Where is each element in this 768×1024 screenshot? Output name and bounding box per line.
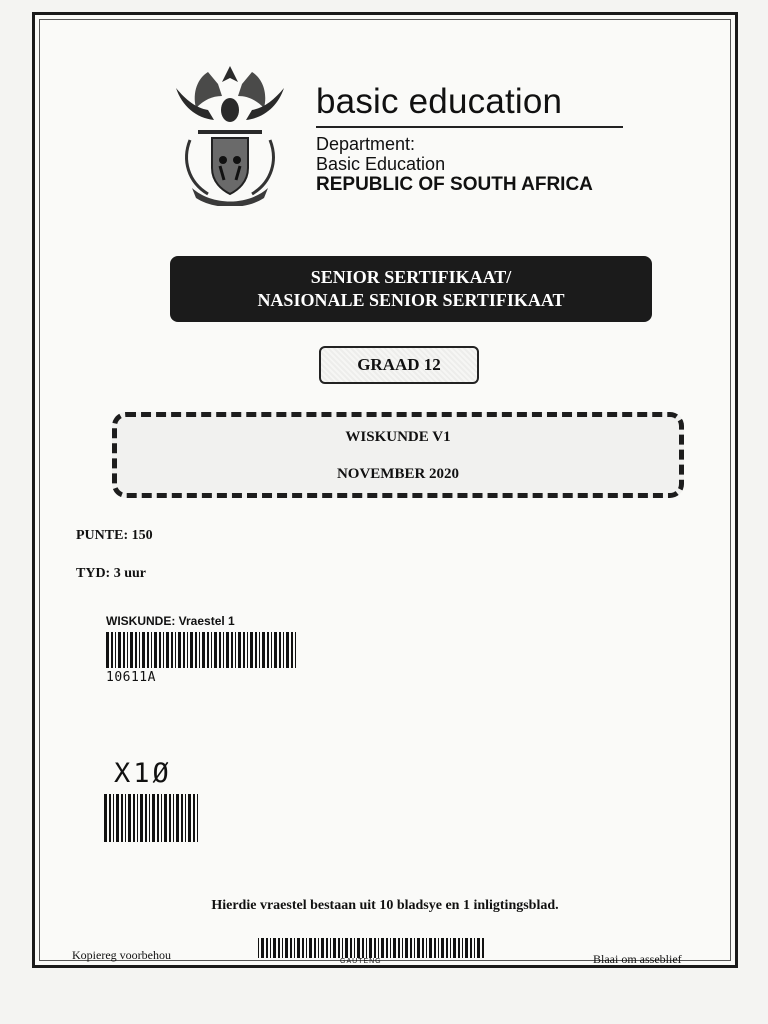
paper-barcode — [106, 632, 300, 668]
time-label: TYD: 3 uur — [76, 566, 147, 581]
marks-label: PUNTE: 150 — [76, 528, 153, 543]
page-inner-border — [39, 19, 731, 966]
province-label: GAUTENG — [340, 958, 382, 965]
brand-title: basic education — [316, 82, 563, 121]
exam-session: NOVEMBER 2020 — [336, 466, 460, 482]
grade-box: GRAAD 12 — [319, 346, 479, 384]
subject-box — [112, 412, 684, 498]
certificate-banner — [170, 256, 652, 322]
banner-line-2: NASIONALE SENIOR SERTIFIKAAT — [257, 290, 565, 310]
brand-underline — [316, 126, 623, 128]
paper-code: 10611A — [106, 670, 156, 685]
batch-barcode — [104, 794, 202, 842]
coat-of-arms-icon — [168, 60, 292, 206]
paper-barcode-label: WISKUNDE: Vraestel 1 — [106, 614, 235, 628]
department-name: Basic Education — [316, 154, 446, 174]
page-count-note: Hierdie vraestel bestaan uit 10 bladsye en 1 inligtingsblad. — [211, 898, 559, 913]
copyright-notice: Kopiereg voorbehou — [72, 948, 171, 962]
department-label: Department: — [316, 134, 416, 154]
subject-name: WISKUNDE V1 — [345, 429, 451, 445]
banner-line-1: SENIOR SERTIFIKAAT/ — [310, 267, 512, 287]
footer-barcode — [258, 938, 484, 958]
batch-code: X1Ø — [114, 758, 172, 789]
exam-cover-page — [32, 12, 738, 968]
country-name: REPUBLIC OF SOUTH AFRICA — [316, 174, 593, 195]
turn-over-note: Blaai om asseblief — [593, 952, 682, 966]
